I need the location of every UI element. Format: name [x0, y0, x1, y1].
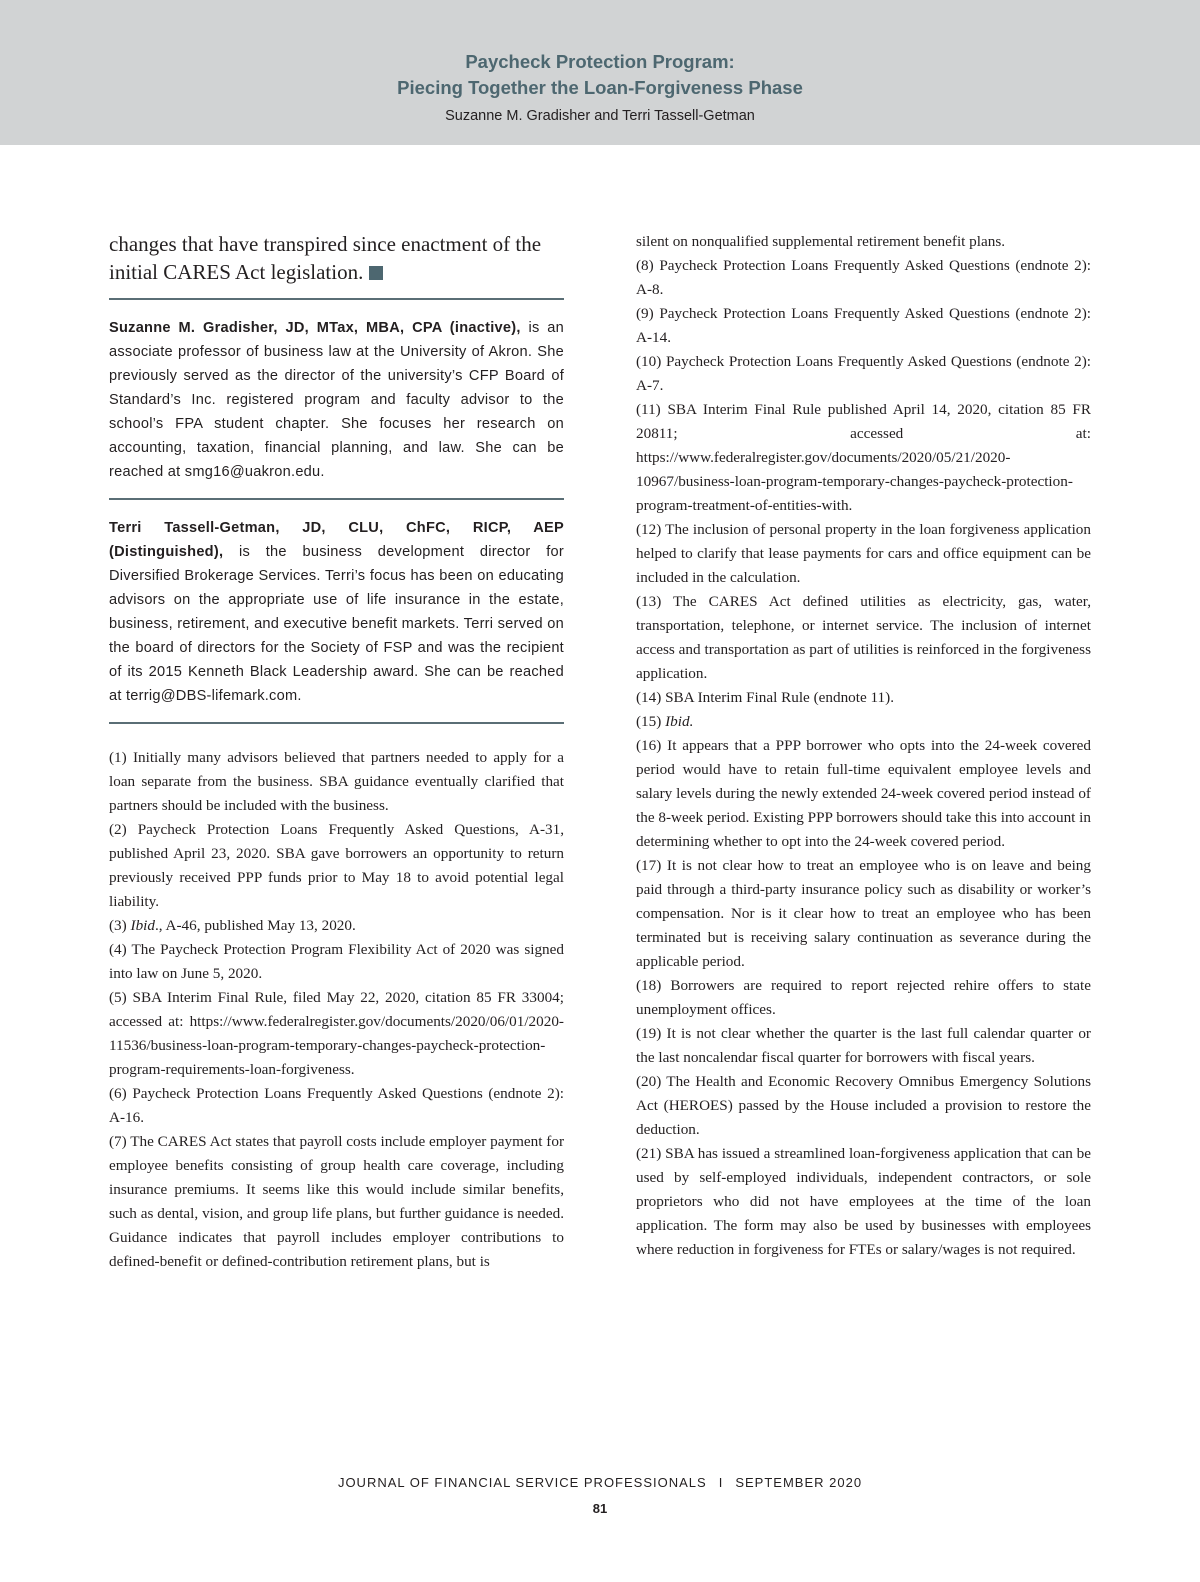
endnote: (4) The Paycheck Protection Program Flexibility Act of 2020 was signed into law on June 5, 2020. [109, 941, 564, 982]
bio-name: Terri Tassell-Getman, JD, CLU, ChFC, RICP, AEP (Distinguished), [109, 520, 564, 560]
endnote: (19) It is not clear whether the quarter is the last full calendar quarter or the last noncalendar fiscal quarter for borrowers with fiscal years. [636, 1025, 1091, 1066]
end-mark-square [369, 266, 383, 280]
endnote-number: (3) [109, 917, 131, 934]
bio-text: is an associate professor of business law at the University of Akron. She previously served as the director of the university’s CFP Board of Standard’s Inc. registered program and faculty advisor to the school’s FPA student chapter. She focuses her research on accounting, taxation, financial planning, and law. She can be reached at smg16@uakron.edu. [109, 320, 564, 480]
endnote: (14) SBA Interim Final Rule (endnote 11). [636, 689, 895, 706]
endnote: (21) SBA has issued a streamlined loan-forgiveness application that can be used by self-employed individuals, independent contractors, or sole proprietors who did not have employees at the time of the loan application. The form may also be used by businesses with employees where reduction in forgiveness for FTEs or salary/wages is not required. [636, 1145, 1091, 1258]
page-number: 81 [592, 1501, 608, 1516]
running-header [0, 0, 1200, 145]
endnote-text: ., A-46, published May 13, 2020. [154, 917, 356, 934]
header-title-line1: Paycheck Protection Program: [465, 51, 735, 72]
endnotes-list-left [109, 724, 564, 1274]
left-column [109, 230, 564, 1274]
closing-paragraph [109, 230, 564, 286]
right-column [636, 230, 1091, 1262]
endnotes-list-right [636, 230, 1091, 1262]
bio-name: Suzanne M. Gradisher, JD, MTax, MBA, CPA (inactive), [109, 320, 521, 336]
endnote: (11) SBA Interim Final Rule published April 14, 2020, citation 85 FR 20811; accessed at: https://www.federalregister.gov/documents/2020/05/21/2020-10967/business-loan-program-temporary-changes-paycheck-protection-program-treatment-of-entities-with. [636, 401, 1091, 514]
endnote-number: (15) [636, 713, 666, 730]
endnote-italic: Ibid. [665, 713, 694, 730]
endnote: (6) Paycheck Protection Loans Frequently Asked Questions (endnote 2): A-16. [109, 1085, 564, 1126]
endnote-italic: Ibid [130, 917, 155, 934]
endnote: (1) Initially many advisors believed that partners needed to apply for a loan separate from the business. SBA guidance eventually clarified that partners should be included with the business. [109, 749, 564, 814]
endnote [109, 914, 564, 938]
author-bio-tassell-getman [109, 500, 564, 722]
footer-separator: I [718, 1475, 724, 1490]
header-authors: Suzanne M. Gradisher and Terri Tassell-Getman [445, 108, 755, 124]
endnote: (17) It is not clear how to treat an employee who is on leave and being paid through a third-party insurance policy such as disability or worker’s compensation. Nor is it clear how to treat an employee who has been terminated but is receiving salary continuation as severance during the applicable period. [636, 857, 1091, 970]
endnote: silent on nonqualified supplemental retirement benefit plans. [636, 233, 1006, 250]
endnote: (18) Borrowers are required to report rejected rehire offers to state unemployment offices. [636, 977, 1091, 1018]
endnote: (5) SBA Interim Final Rule, filed May 22, 2020, citation 85 FR 33004; accessed at: https://www.federalregister.gov/documents/2020/06/01/2020-11536/business-loan-program-temporary-changes-paycheck-protection-program-requirements-loan-forgiveness. [109, 989, 564, 1078]
endnote: (16) It appears that a PPP borrower who opts into the 24-week covered period would have to retain full-time equivalent employee levels and salary levels during the newly extended 24-week covered period instead of the 8-week period. Existing PPP borrowers should take this into account in determining whether to opt into the 24-week covered period. [636, 737, 1091, 850]
closing-paragraph-text: changes that have transpired since enactment of the initial CARES Act legislation. [109, 232, 542, 284]
endnote [636, 710, 1091, 734]
endnote: (20) The Health and Economic Recovery Omnibus Emergency Solutions Act (HEROES) passed by the House included a provision to restore the deduction. [636, 1073, 1091, 1138]
footer-journal-name: JOURNAL OF FINANCIAL SERVICE PROFESSIONALS [337, 1475, 707, 1490]
endnote: (10) Paycheck Protection Loans Frequently Asked Questions (endnote 2): A-7. [636, 353, 1091, 394]
endnote: (13) The CARES Act defined utilities as electricity, gas, water, transportation, telephone, or internet service. The inclusion of internet access and transportation as part of utilities is reinforced in the forgiveness application. [636, 593, 1091, 682]
endnote: (9) Paycheck Protection Loans Frequently Asked Questions (endnote 2): A-14. [636, 305, 1091, 346]
author-bio-gradisher [109, 300, 564, 498]
endnote: (8) Paycheck Protection Loans Frequently Asked Questions (endnote 2): A-8. [636, 257, 1091, 298]
endnote: (2) Paycheck Protection Loans Frequently Asked Questions, A-31, published April 23, 2020. SBA gave borrowers an opportunity to return previously received PPP funds prior to May 18 to avoid potential legal liability. [109, 821, 564, 910]
bio-text: is the business development director for Diversified Brokerage Services. Terri’s focus has been on educating advisors on the appropriate use of life insurance in the estate, business, retirement, and executive benefit markets. Terri served on the board of directors for the Society of FSP and was the recipient of its 2015 Kenneth Black Leadership award. She can be reached at terrig@DBS-lifemark.com. [109, 544, 564, 704]
header-title-line2: Piecing Together the Loan-Forgiveness Phase [397, 77, 803, 98]
footer-journal-line [0, 1475, 1200, 1490]
footer-issue-date: SEPTEMBER 2020 [735, 1475, 863, 1490]
endnote: (12) The inclusion of personal property in the loan forgiveness application helped to clarify that lease payments for cars and office equipment can be included in the calculation. [636, 521, 1091, 586]
endnote: (7) The CARES Act states that payroll costs include employer payment for employee benefits consisting of group health care coverage, including insurance premiums. It seems like this would include similar benefits, such as dental, vision, and group life plans, but further guidance is needed. Guidance indicates that payroll includes employer contributions to defined-benefit or defined-contribution retirement plans, but is [109, 1133, 564, 1270]
